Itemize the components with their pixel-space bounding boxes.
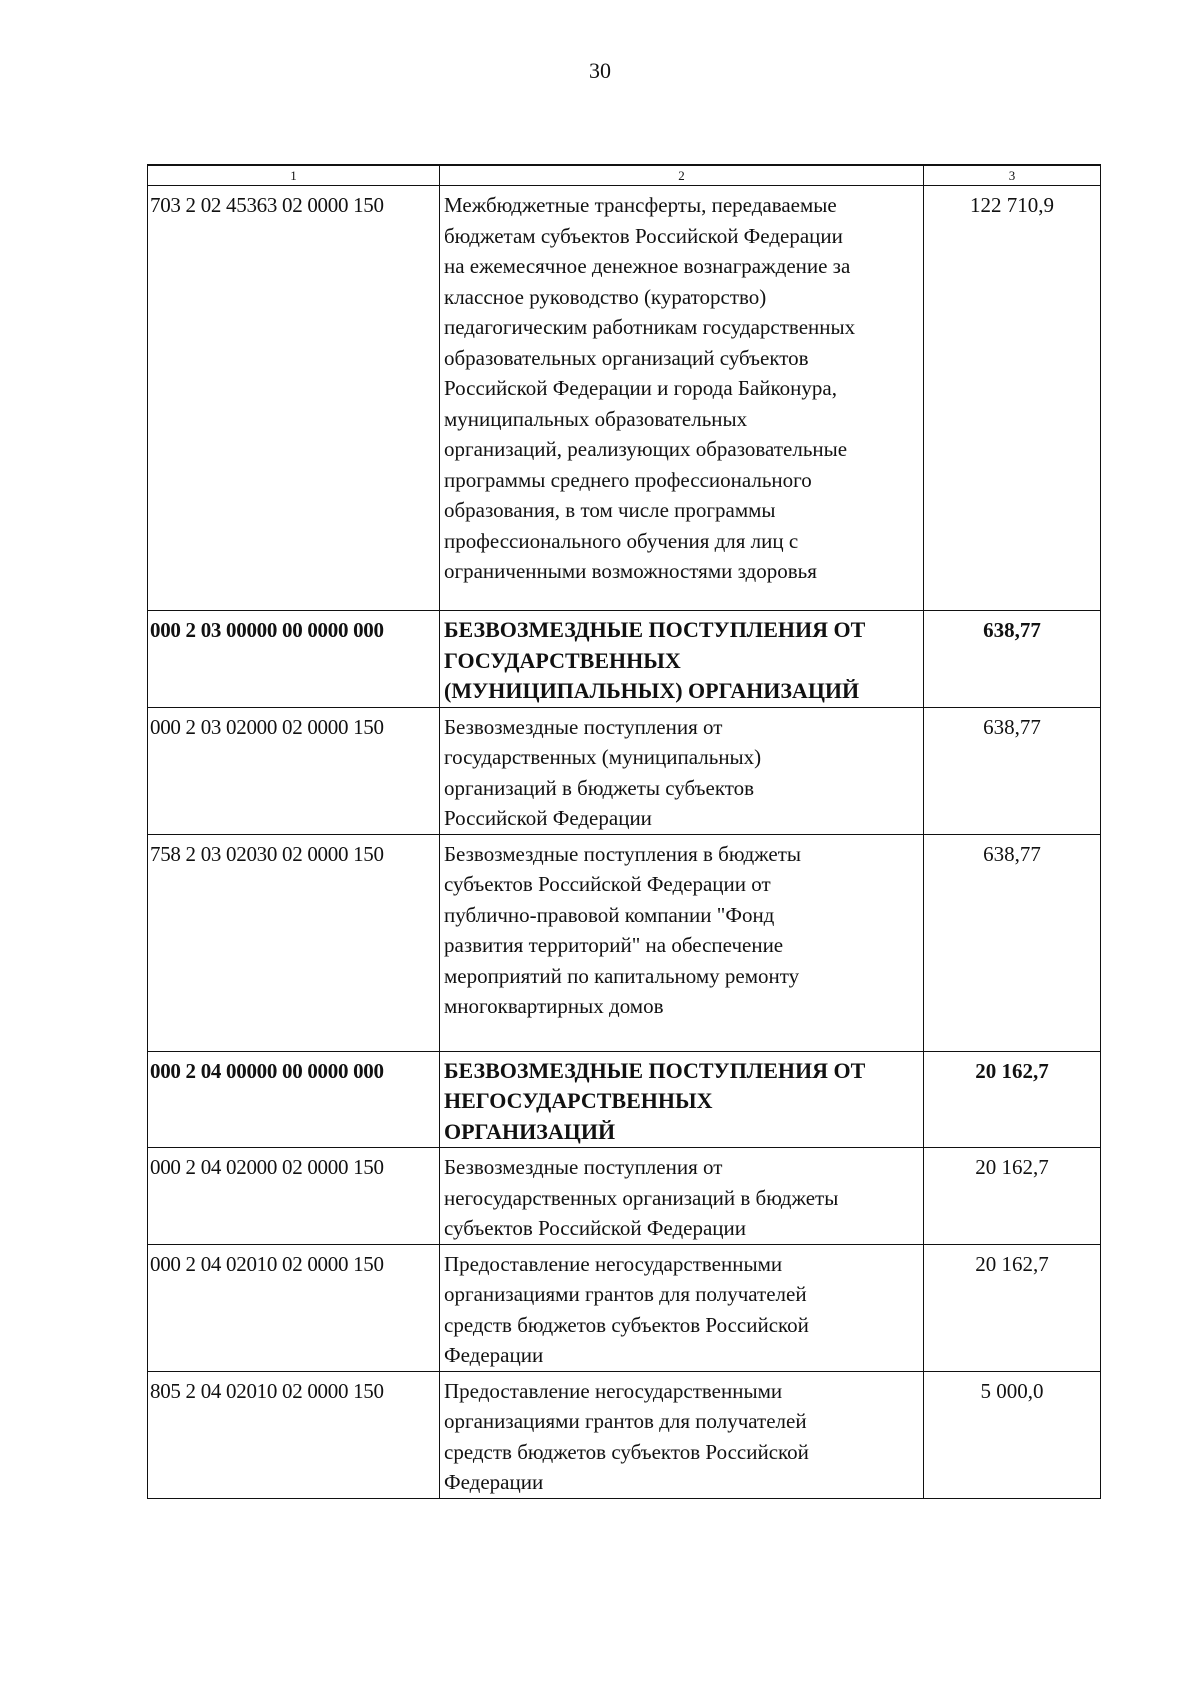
row-amount: 20 162,7 <box>924 1244 1101 1371</box>
budget-code: 000 2 03 00000 00 0000 000 <box>148 611 440 708</box>
page-number: 30 <box>589 58 611 83</box>
row-description: Межбюджетные трансферты, передаваемые бюджетам субъектов Российской Федерации на ежемесячное денежное вознаграждение за классное руководство (кураторство) педагогическим работникам государственных образовательных организаций субъектов Российской Федерации и города Байконура, муниципальных образовательных организаций, реализующих образовательные программы среднего профессионального образования, в том числе программы профессионального обучения для лиц с ограниченными возможностями здоровья <box>440 186 924 611</box>
row-description: Безвозмездные поступления от государственных (муниципальных) организаций в бюджеты субъектов Российской Федерации <box>440 707 924 834</box>
row-amount: 638,77 <box>924 611 1101 708</box>
table-row <box>148 834 1101 1051</box>
budget-code: 758 2 03 02030 02 0000 150 <box>148 834 440 1051</box>
table-row <box>148 1148 1101 1245</box>
budget-code: 703 2 02 45363 02 0000 150 <box>148 186 440 611</box>
budget-code: 000 2 03 02000 02 0000 150 <box>148 707 440 834</box>
row-description: Предоставление негосударственными организациями грантов для получателей средств бюджетов субъектов Российской Федерации <box>440 1244 924 1371</box>
table-row <box>148 707 1101 834</box>
column-number-row <box>148 165 1101 186</box>
budget-code: 000 2 04 00000 00 0000 000 <box>148 1051 440 1148</box>
row-description: БЕЗВОЗМЕЗДНЫЕ ПОСТУПЛЕНИЯ ОТ ГОСУДАРСТВЕННЫХ (МУНИЦИПАЛЬНЫХ) ОРГАНИЗАЦИЙ <box>440 611 924 708</box>
table-row <box>148 186 1101 611</box>
column-number-2: 2 <box>440 165 924 186</box>
row-description: Безвозмездные поступления от негосударственных организаций в бюджеты субъектов Российской Федерации <box>440 1148 924 1245</box>
section-row <box>148 1051 1101 1148</box>
budget-code: 000 2 04 02000 02 0000 150 <box>148 1148 440 1245</box>
row-description: БЕЗВОЗМЕЗДНЫЕ ПОСТУПЛЕНИЯ ОТ НЕГОСУДАРСТВЕННЫХ ОРГАНИЗАЦИЙ <box>440 1051 924 1148</box>
table-row <box>148 1371 1101 1498</box>
budget-code: 805 2 04 02010 02 0000 150 <box>148 1371 440 1498</box>
budget-code: 000 2 04 02010 02 0000 150 <box>148 1244 440 1371</box>
row-description: Предоставление негосударственными организациями грантов для получателей средств бюджетов субъектов Российской Федерации <box>440 1371 924 1498</box>
row-amount: 5 000,0 <box>924 1371 1101 1498</box>
row-description: Безвозмездные поступления в бюджеты субъектов Российской Федерации от публично-правовой компании "Фонд развития территорий" на обеспечение мероприятий по капитальному ремонту многоквартирных домов <box>440 834 924 1051</box>
row-amount: 638,77 <box>924 707 1101 834</box>
row-amount: 20 162,7 <box>924 1148 1101 1245</box>
table-row <box>148 1244 1101 1371</box>
column-number-1: 1 <box>148 165 440 186</box>
budget-table <box>147 164 1101 1499</box>
row-amount: 122 710,9 <box>924 186 1101 611</box>
row-amount: 20 162,7 <box>924 1051 1101 1148</box>
row-amount: 638,77 <box>924 834 1101 1051</box>
column-number-3: 3 <box>924 165 1101 186</box>
section-row <box>148 611 1101 708</box>
